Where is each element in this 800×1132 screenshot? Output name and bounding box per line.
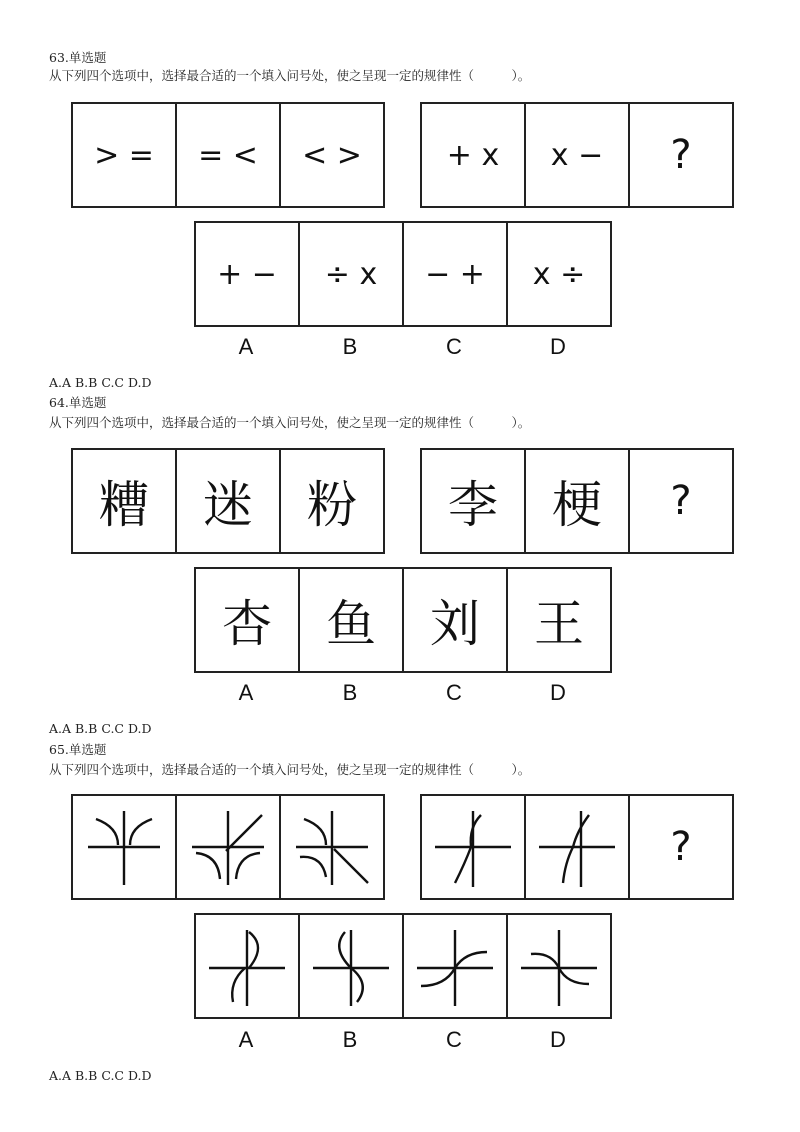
q64-options <box>194 567 612 673</box>
q63-g1-cell-1 <box>71 102 177 208</box>
q64-g1-char-3: 粉 <box>307 476 357 534</box>
q63-g1-cell-3 <box>279 102 385 208</box>
q63-letter-b: B <box>342 334 358 359</box>
q65-options <box>194 913 612 1019</box>
q63-group1 <box>71 102 385 208</box>
q63-g1-symbols-2: = < <box>198 137 258 173</box>
q64-option-b-char: 鱼 <box>326 595 376 653</box>
q64-g1-char-2: 迷 <box>203 476 253 534</box>
q63-option-c[interactable] <box>402 221 508 327</box>
q64-option-c-char: 刘 <box>430 595 480 653</box>
q65-group2 <box>420 794 734 900</box>
q64-group1 <box>71 448 385 554</box>
q64-g1-cell-2 <box>175 448 281 554</box>
q65-letter-a: A <box>238 1027 254 1052</box>
q63-letter-d: D <box>550 334 566 359</box>
q64-g2-cell-2 <box>524 448 630 554</box>
q65-answers: A.A B.B C.C D.D <box>49 1068 152 1083</box>
q63-g1-cell-2 <box>175 102 281 208</box>
q64-g1-char-1: 糟 <box>99 476 149 534</box>
q65-option-d[interactable] <box>506 913 612 1019</box>
q65-option-d-figure <box>509 916 609 1016</box>
q63-prompt: 从下列四个选项中，选择最合适的一个填入问号处，使之呈现一定的规律性（ ）。 <box>49 68 531 83</box>
q63-letter-a: A <box>238 334 254 359</box>
q64-g1-cell-1 <box>71 448 177 554</box>
q63-header: 63.单选题 <box>49 50 107 65</box>
q63-option-b-symbols: ÷ x <box>324 256 378 292</box>
q65-g1-figure-2 <box>178 797 278 897</box>
q64-answers: A.A B.B C.C D.D <box>49 721 152 736</box>
q63-g1-symbols-1: > = <box>94 137 154 173</box>
q64-option-a-char: 杏 <box>222 595 272 653</box>
q63-answers: A.A B.B C.C D.D <box>49 375 152 390</box>
q64-question-mark: ? <box>670 478 692 524</box>
q65-g2-cell-3 <box>628 794 734 900</box>
q65-g1-cell-2 <box>175 794 281 900</box>
q63-option-d[interactable] <box>506 221 612 327</box>
q65-letter-d: D <box>550 1027 566 1052</box>
q65-option-a[interactable] <box>194 913 300 1019</box>
q64-header: 64.单选题 <box>49 395 107 410</box>
q63-letter-c: C <box>446 334 462 359</box>
q63-g2-symbols-1: + x <box>446 137 500 173</box>
q65-g2-figure-2 <box>527 797 627 897</box>
q65-option-b-figure <box>301 916 401 1016</box>
q63-g2-cell-1 <box>420 102 526 208</box>
q63-options <box>194 221 612 327</box>
q64-g2-cell-3 <box>628 448 734 554</box>
q65-option-a-figure <box>197 916 297 1016</box>
q64-option-c[interactable] <box>402 567 508 673</box>
q65-g1-figure-1 <box>74 797 174 897</box>
q65-g1-cell-3 <box>279 794 385 900</box>
q65-letter-b: B <box>342 1027 358 1052</box>
q65-group1 <box>71 794 385 900</box>
q63-option-a-symbols: + − <box>217 256 277 292</box>
q64-option-b[interactable] <box>298 567 404 673</box>
q64-letter-a: A <box>238 680 254 705</box>
q63-group2 <box>420 102 734 208</box>
q65-g2-cell-1 <box>420 794 526 900</box>
q63-option-d-symbols: x ÷ <box>532 256 586 292</box>
q65-g1-cell-1 <box>71 794 177 900</box>
q65-option-b[interactable] <box>298 913 404 1019</box>
q65-g2-figure-1 <box>423 797 523 897</box>
q64-g1-cell-3 <box>279 448 385 554</box>
q63-g2-symbols-2: x − <box>550 137 604 173</box>
q63-option-c-symbols: − + <box>425 256 485 292</box>
q63-question-mark: ? <box>670 132 692 178</box>
q65-option-c-figure <box>405 916 505 1016</box>
q64-option-d-char: 王 <box>534 595 584 653</box>
q63-g1-symbols-3: < > <box>302 137 362 173</box>
q64-letter-d: D <box>550 680 566 705</box>
q63-g2-cell-3 <box>628 102 734 208</box>
q63-g2-cell-2 <box>524 102 630 208</box>
q63-option-b[interactable] <box>298 221 404 327</box>
q64-g2-cell-1 <box>420 448 526 554</box>
q64-g2-char-1: 李 <box>448 476 498 534</box>
q64-option-d[interactable] <box>506 567 612 673</box>
q64-prompt: 从下列四个选项中，选择最合适的一个填入问号处，使之呈现一定的规律性（ ）。 <box>49 415 531 430</box>
q65-prompt: 从下列四个选项中，选择最合适的一个填入问号处，使之呈现一定的规律性（ ）。 <box>49 762 531 777</box>
q65-question-mark: ? <box>670 824 692 870</box>
q65-option-c[interactable] <box>402 913 508 1019</box>
q64-group2 <box>420 448 734 554</box>
q64-letter-b: B <box>342 680 358 705</box>
q64-letter-c: C <box>446 680 462 705</box>
q65-header: 65.单选题 <box>49 742 107 757</box>
q63-option-a[interactable] <box>194 221 300 327</box>
q65-g2-cell-2 <box>524 794 630 900</box>
q64-option-a[interactable] <box>194 567 300 673</box>
q65-letter-c: C <box>446 1027 462 1052</box>
q64-g2-char-2: 梗 <box>552 476 602 534</box>
q65-g1-figure-3 <box>282 797 382 897</box>
